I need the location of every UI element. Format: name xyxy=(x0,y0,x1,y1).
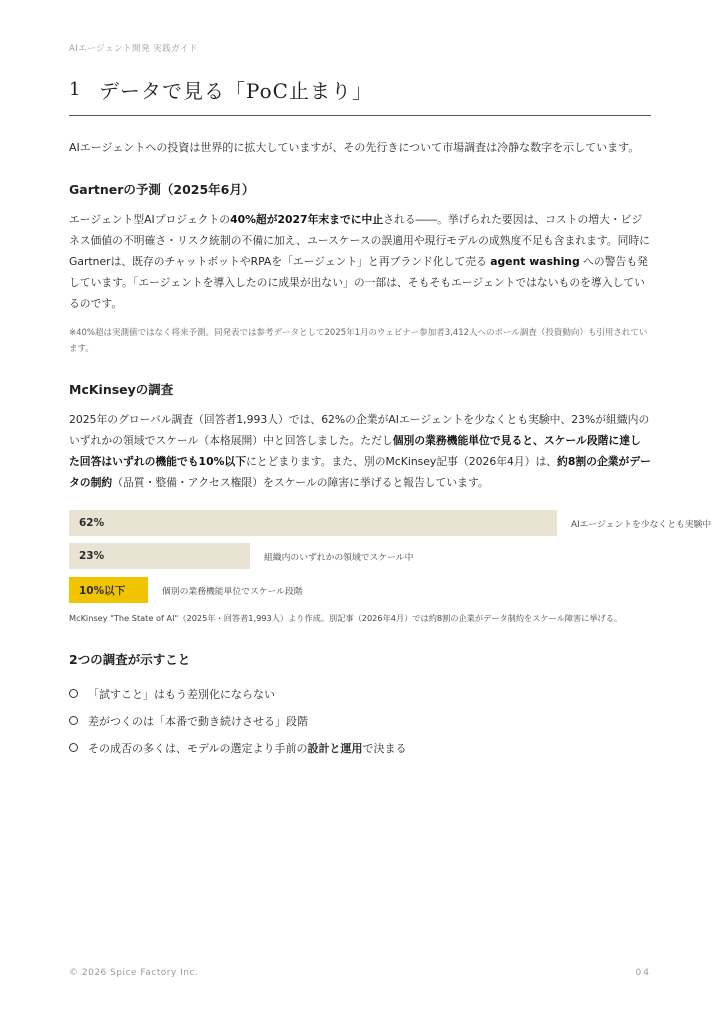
bar-value-label-experiment: 62% xyxy=(79,517,105,529)
mckinsey-text-2: にとどまります。また、別のMcKinsey記事（2026年4月）は、 xyxy=(246,455,558,468)
bar-experiment xyxy=(69,510,557,536)
footer-copyright: © 2026 Spice Factory Inc. xyxy=(69,968,199,978)
gartner-heading: Gartnerの予測（2025年6月） xyxy=(69,182,255,197)
circle-bullet-icon xyxy=(69,689,78,698)
section-title-text: データで見る「PoC止まり」 xyxy=(99,78,373,103)
intro-paragraph: AIエージェントへの投資は世界的に拡大していますが、その先行きについて市場調査は冷静な数字を示しています。 xyxy=(69,141,640,154)
bar-scale xyxy=(69,543,250,569)
bar-category-label-scale: 組織内のいずれかの領域でスケール中 xyxy=(264,552,414,563)
list-item xyxy=(69,734,651,761)
summary-heading: 2つの調査が示すこと xyxy=(69,652,191,667)
mckinsey-text-1: 2025年のグローバル調査（回答者1,993人）では、62%の企業がAIエージェントを少なくとも実験中、23%が組織内のいずれかの領域でスケール（本格展開）中と回答しました。ただし xyxy=(69,413,650,447)
gartner-emphasis-2: agent washing xyxy=(490,255,580,268)
list-item xyxy=(69,707,651,734)
circle-bullet-icon xyxy=(69,743,78,752)
gartner-emphasis-1: 40%超が2027年末までに中止 xyxy=(230,213,384,226)
bar-function xyxy=(69,577,148,603)
list-item-emphasis: 設計と運用 xyxy=(307,741,363,755)
mckinsey-emphasis-1: 個別の業務機能単位で見ると、スケール段階に達した回答はいずれの機能でも10%以下 xyxy=(69,434,641,468)
summary-list xyxy=(69,680,651,761)
list-item-text-after: で決まる xyxy=(362,741,407,755)
gartner-paragraph xyxy=(69,209,651,314)
mckinsey-paragraph xyxy=(69,409,651,493)
running-head: AIエージェント開発 実践ガイド xyxy=(69,44,198,54)
list-item xyxy=(69,680,651,707)
mckinsey-heading: McKinseyの調査 xyxy=(69,382,174,397)
gartner-note: ※40%超は実測値ではなく将来予測。同発表では参考データとして2025年1月のウェビナー参加者3,412人へのポール調査（投資動向）も引用されています。 xyxy=(69,328,648,354)
bar-row-scale xyxy=(69,543,651,569)
mckinsey-text-3: （品質・整備・アクセス権限）をスケールの障害に挙げると報告しています。 xyxy=(112,476,489,489)
bar-value-label-scale: 23% xyxy=(79,550,105,562)
list-item-text: 差がつくのは「本番で動き続けさせる」段階 xyxy=(88,714,308,728)
bar-category-label-experiment: AIエージェントを少なくとも実験中 xyxy=(571,519,712,530)
list-item-text: 「試すこと」はもう差別化にならない xyxy=(88,687,275,701)
bar-category-label-function: 個別の業務機能単位でスケール段階 xyxy=(162,586,303,597)
bar-value-label-function: 10%以下 xyxy=(79,584,126,597)
circle-bullet-icon xyxy=(69,716,78,725)
bar-row-function xyxy=(69,577,651,603)
title-divider xyxy=(69,115,651,116)
section-title xyxy=(69,74,651,104)
page-number: 04 xyxy=(635,968,651,978)
gartner-text-2: される――。挙げられた要因は、コストの増大・ビジネス価値の不明確さ・リスク統制の不備に加え、ユースケースの誤適用や現行モデルの成熟度不足も含まれます。同時にGartnerは、既存のチャットボットやRPAを「エージェント」と再ブランド化して売る xyxy=(69,213,650,268)
list-item-text: その成否の多くは、モデルの選定より手前の xyxy=(88,741,308,755)
gartner-text-3: への警告も発しています。「エージェントを導入したのに成果が出ない」の一部は、そもそもエージェントではないものを導入しているのです。 xyxy=(69,255,648,310)
chart-caption: McKinsey "The State of AI"（2025年・回答者1,993人）より作成。別記事（2026年4月）では約8割の企業がデータ制約をスケール障害に挙げる。 xyxy=(69,613,623,623)
mckinsey-emphasis-2: 約8割の企業がデータの制約 xyxy=(69,455,651,489)
bar-row-experiment xyxy=(69,510,712,536)
section-number: 1 xyxy=(69,78,82,100)
gartner-text-1: エージェント型AIプロジェクトの xyxy=(69,213,231,226)
